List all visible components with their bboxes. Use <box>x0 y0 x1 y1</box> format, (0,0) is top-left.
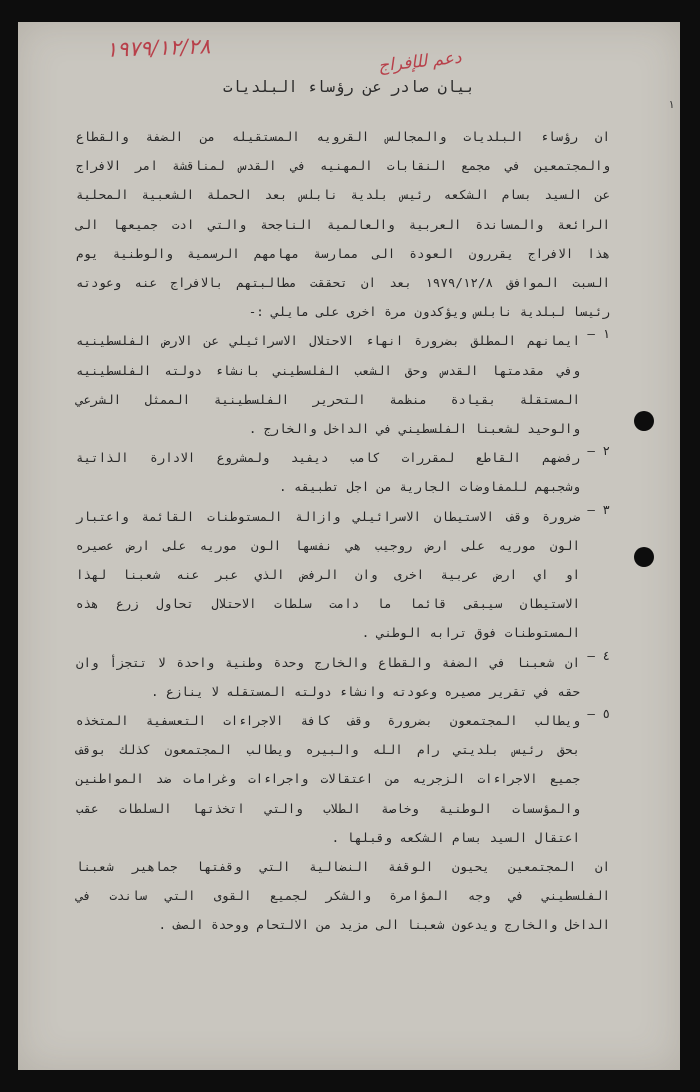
item-number: ٣ – <box>587 501 610 517</box>
text-line: الداخل والخارج ويدعون شعبنا الى مزيد من الالتحام ووحدة الصف . <box>158 917 610 933</box>
text-line: بحق رئيس بلديتي رام الله والبيره ويطالب المجتمعون كذلك بوقف <box>76 742 580 758</box>
text-line: الون موريه على ارض روجيب هي نفسها الون موريه على ارض عصيره <box>76 537 580 553</box>
text-line: والمجتمعين في مجمع النقابات المهنيه في القدس لمناقشة امر الافراج <box>76 158 610 174</box>
text-line: الفلسطيني في وجه المؤامرة والشكر لجميع القوى التي ساندت في <box>76 888 610 904</box>
text-line: هذا الافراج يقررون العودة الى ممارسة مهامهم الرسمية والوطنية يوم <box>76 245 610 261</box>
text-line: اعتقال السيد بسام الشكعه وقبلها . <box>331 829 580 845</box>
list-item-3 <box>76 502 610 648</box>
document-page <box>18 22 680 1070</box>
list-item-1 <box>76 326 610 443</box>
text-line: وفي مقدمتها القدس وحق الشعب الفلسطيني بانشاء دولته الفلسطينيه <box>76 362 580 378</box>
list-item-5 <box>76 706 610 852</box>
intro-paragraph <box>76 122 610 326</box>
text-line: الاستيطان سيبقى قائما ما دامت سلطات الاحتلال تحاول زرع هذه <box>76 596 580 612</box>
document-title: بيان صادر عن رؤساء البلديات <box>223 78 475 96</box>
text-line: عن السيد بسام الشكعه رئيس بلدية نابلس بعد الحملة الشعبية المحلية <box>76 187 610 203</box>
text-line: حقه في تقرير مصيره وعودته وانشاء دولته المستقله لا ينازع . <box>151 683 580 699</box>
text-line: ويطالب المجتمعون بضرورة وقف كافة الاجراءات التعسفية المتخذه <box>76 713 580 729</box>
text-line: رفضهم القاطع لمقررات كامب ديفيد ولمشروع الادارة الذاتية <box>76 450 580 466</box>
punch-hole <box>634 411 654 431</box>
text-line: والوحيد لشعبنا الفلسطيني في الداخل والخارج . <box>248 421 580 437</box>
punch-hole <box>634 547 654 567</box>
text-line: ان رؤساء البلديات والمجالس القرويه المستقيله من الضفة والقطاع <box>76 129 610 144</box>
text-line: جميع الاجراءات الزجريه من اعتقالات واجراءات وغرامات ضد المواطنين <box>76 771 580 787</box>
item-number: ١ – <box>587 326 610 342</box>
text-line: او اي ارض عربية اخرى وان الرفض الذي عبر عنه شعبنا لهذا <box>76 567 580 583</box>
item-number: ٥ – <box>587 706 610 722</box>
closing-paragraph <box>76 852 610 940</box>
document-body <box>76 122 610 940</box>
handwritten-date: ١٩٧٩/١٢/٢٨ <box>105 34 211 62</box>
text-line: السبت الموافق ١٩٧٩/١٢/٨ بعد ان تحققت مطالبتهم بالافراج عنه وعودته <box>76 275 610 291</box>
page-number: ١ <box>668 98 675 111</box>
text-line: الرائعة والمساندة العربية والعالمية الناجحة والتي ادت جميعها الى <box>76 216 610 232</box>
text-line: ان المجتمعين يحيون الوقفة النضالية التي وقفتها جماهير شعبنا <box>76 859 610 875</box>
item-number: ٤ – <box>587 647 610 663</box>
list-item-2 <box>76 443 610 501</box>
text-line: ايمانهم المطلق بضرورة انهاء الاحتلال الاسرائيلي عن الارض الفلسطينيه <box>76 333 580 349</box>
item-number: ٢ – <box>587 443 610 459</box>
text-line: رئيسا لبلدية نابلس ويؤكدون مرة اخرى على مايلي :- <box>248 304 610 320</box>
text-line: المستوطنات فوق ترابه الوطني . <box>361 625 580 641</box>
text-line: والمؤسسات الوطنية وخاصة الطلاب والتي اتخذتها السلطات عقب <box>76 800 580 816</box>
text-line: ضرورة وقف الاستيطان الاسرائيلي وازالة المستوطنات القائمة واعتبار <box>76 508 580 524</box>
text-line: ان شعبنا في الضفة والقطاع والخارج وحدة وطنية واحدة لا تتجزأ وان <box>76 654 580 670</box>
text-line: وشجبهم للمفاوضات الجارية من اجل تطبيقه . <box>278 479 580 495</box>
text-line: المستقلة بقيادة منظمة التحرير الفلسطينية الممثل الشرعي <box>76 391 580 407</box>
handwritten-note: دعم للإفراج <box>377 47 463 77</box>
list-item-4 <box>76 648 610 706</box>
